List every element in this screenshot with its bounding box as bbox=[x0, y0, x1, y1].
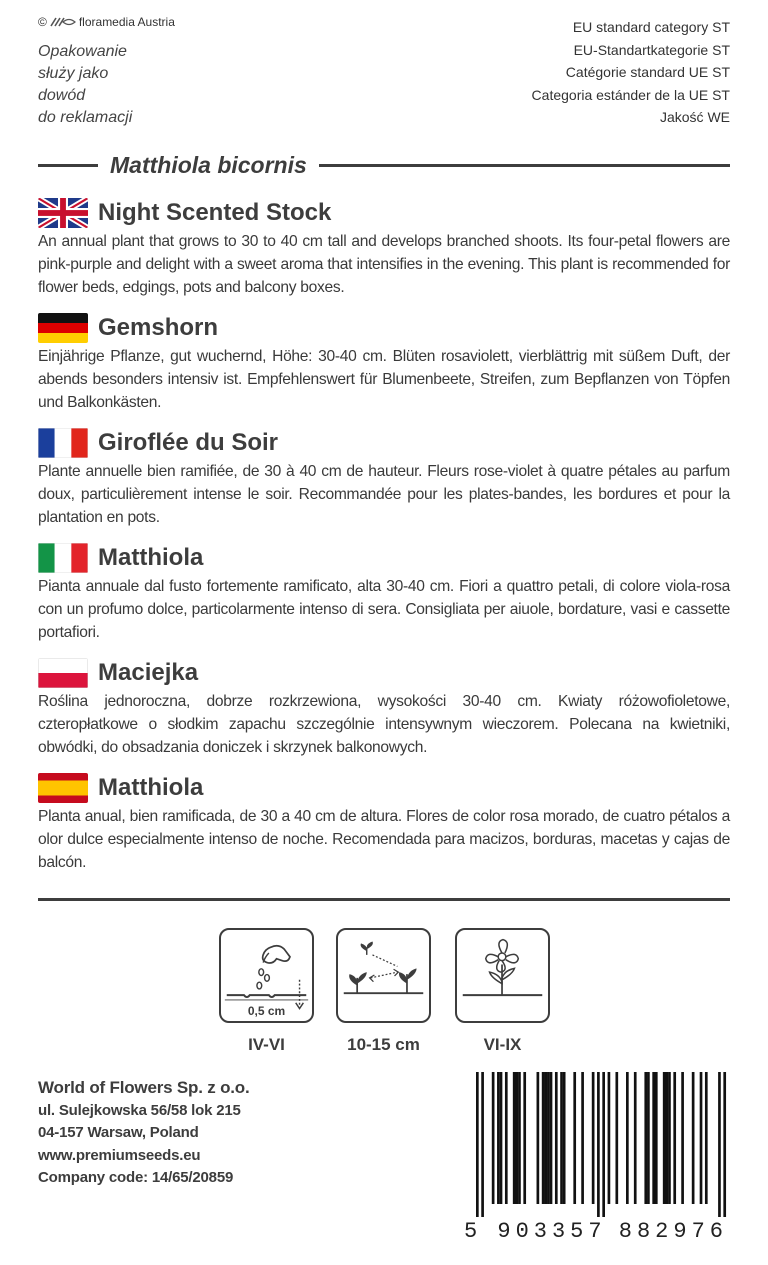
barcode-bar bbox=[497, 1072, 500, 1204]
section-title: Giroflée du Soir bbox=[98, 429, 279, 456]
barcode-bar bbox=[718, 1072, 721, 1217]
barcode-bar bbox=[547, 1072, 550, 1204]
section-title: Matthiola bbox=[98, 544, 204, 571]
barcode-number bbox=[462, 1219, 730, 1244]
barcode-bar bbox=[481, 1072, 484, 1217]
plant-spacing-label: 10-15 cm bbox=[347, 1035, 420, 1054]
section-divider bbox=[38, 898, 730, 901]
section-title: Gemshorn bbox=[98, 314, 219, 341]
complaint-notice-line: służy jako bbox=[38, 65, 109, 82]
barcode-bar bbox=[542, 1072, 545, 1204]
company-website: www.premiumseeds.eu bbox=[38, 1146, 201, 1164]
barcode-left-group: 903357 bbox=[497, 1219, 607, 1244]
barcode-bar bbox=[723, 1072, 726, 1217]
barcode-bar bbox=[673, 1072, 676, 1204]
section-description: Pianta annuale dal fusto fortemente ramificato, alta 30-40 cm. Fiori a quattro petali, di colore viola-rosa con un profumo dolce, particolarmente intenso di sera. Consigliata per aiuole, bordature, vasi e cassette portafiori. bbox=[38, 578, 730, 641]
complaint-notice-line: do reklamacji bbox=[38, 109, 133, 126]
section-english bbox=[38, 196, 730, 299]
species-name: Matthiola bicornis bbox=[110, 151, 307, 178]
section-title: Night Scented Stock bbox=[98, 199, 332, 226]
barcode-bar bbox=[492, 1072, 495, 1204]
barcode-bar bbox=[647, 1072, 650, 1204]
spain-flag-icon bbox=[38, 773, 88, 803]
barcode-bar bbox=[563, 1072, 566, 1204]
barcode-bar bbox=[644, 1072, 647, 1204]
germany-flag-icon bbox=[38, 313, 88, 343]
barcode-bar bbox=[518, 1072, 521, 1204]
eu-category-line: Jakość WE bbox=[659, 109, 730, 125]
section-description: Einjährige Pflanze, gut wuchernd, Höhe: 30-40 cm. Blüten rosaviolett, vierblättrig mit süßem Duft, der abends besonders intensiv ist. Empfehlenswert für Blumenbeete, Streifen, zum Bepflanzen von Töpfen und Balkonkästen. bbox=[38, 348, 730, 411]
plant-spacing-icon bbox=[336, 928, 431, 1023]
eu-category-line: Categoria estánder de la UE ST bbox=[531, 86, 730, 103]
section-german bbox=[38, 311, 730, 414]
barcode-bar bbox=[602, 1072, 605, 1217]
company-name: World of Flowers Sp. z o.o. bbox=[38, 1078, 250, 1097]
barcode-bar bbox=[615, 1072, 618, 1204]
heading-rule-right bbox=[319, 164, 730, 167]
barcode-bar bbox=[550, 1072, 553, 1204]
barcode-bar bbox=[560, 1072, 563, 1204]
ean-barcode bbox=[462, 1072, 730, 1242]
barcode-bar bbox=[700, 1072, 703, 1204]
barcode-bar bbox=[597, 1072, 600, 1217]
company-street: ul. Sulejkowska 56/58 lok 215 bbox=[38, 1101, 241, 1119]
flowering-period-label: VI-IX bbox=[483, 1035, 522, 1054]
barcode-bar bbox=[681, 1072, 684, 1204]
floramedia-logo-icon bbox=[50, 17, 76, 27]
barcode-bar bbox=[608, 1072, 611, 1204]
section-title: Maciejka bbox=[98, 659, 199, 686]
complaint-notice bbox=[38, 41, 132, 129]
eu-category-block bbox=[532, 16, 730, 129]
sowing-depth-value: 0,5 cm bbox=[247, 1004, 286, 1018]
copyright-line bbox=[38, 15, 175, 29]
heading-rule-left bbox=[38, 164, 98, 167]
section-description: Planta anual, bien ramificada, de 30 a 40 cm de altura. Flores de color rosa morado, de cuatro pétalos a olor dulce especialmente intenso de noche. Recomendada para macizos, borduras, macetas y cajas de balcón. bbox=[38, 808, 730, 871]
company-info bbox=[38, 1077, 250, 1190]
barcode-bar bbox=[500, 1072, 503, 1204]
eu-category-line: EU standard category ST bbox=[572, 19, 730, 35]
barcode-bar bbox=[663, 1072, 666, 1204]
section-description: Plante annuelle bien ramifiée, de 30 à 40 cm de hauteur. Fleurs rose-violet à quatre pétales au parfum doux, particulièrement intense le soir. Recommandée pour les plates-bandes, les bordures et pour la plantation en pots. bbox=[38, 463, 730, 526]
complaint-notice-line: dowód bbox=[38, 87, 86, 104]
barcode-bar bbox=[705, 1072, 708, 1204]
section-description: Roślina jednoroczna, dobrze rozkrzewiona, wysokości 30-40 cm. Kwiaty różowofioletowe, czteropłatkowe o słodkim zapachu szczególnie intensywnym wieczorem. Polecana na kwietniki, obwódki, do obsadzania doniczek i skrzynek balkonowych. bbox=[38, 693, 730, 756]
brand-name: floramedia Austria bbox=[78, 15, 175, 29]
eu-category-line: EU-Standartkategorie ST bbox=[573, 41, 730, 58]
section-polish bbox=[38, 656, 730, 759]
eu-category-line: Catégorie standard UE ST bbox=[565, 64, 730, 80]
barcode-bar bbox=[665, 1072, 668, 1204]
company-city: 04-157 Warsaw, Poland bbox=[38, 1124, 199, 1141]
barcode-bar bbox=[505, 1072, 508, 1204]
barcode-bar bbox=[537, 1072, 540, 1204]
section-spanish bbox=[38, 771, 730, 874]
barcode-bar bbox=[523, 1072, 526, 1204]
barcode-bar bbox=[626, 1072, 629, 1204]
species-heading bbox=[38, 148, 730, 182]
barcode-bar bbox=[515, 1072, 518, 1204]
barcode-bar bbox=[652, 1072, 655, 1204]
barcode-bar bbox=[555, 1072, 558, 1204]
barcode-bar bbox=[513, 1072, 516, 1204]
barcode-bar bbox=[655, 1072, 658, 1204]
italy-flag-icon bbox=[38, 543, 88, 573]
section-italian bbox=[38, 541, 730, 644]
section-french bbox=[38, 426, 730, 529]
barcode-bar bbox=[592, 1072, 595, 1204]
barcode-bar bbox=[634, 1072, 637, 1204]
barcode-bars bbox=[462, 1072, 730, 1217]
complaint-notice-line: Opakowanie bbox=[38, 43, 127, 60]
barcode-first-digit: 5 bbox=[464, 1219, 478, 1244]
poland-flag-icon bbox=[38, 658, 88, 688]
company-code: Company code: 14/65/20859 bbox=[38, 1169, 234, 1186]
barcode-right-group: 882976 bbox=[618, 1219, 728, 1244]
flowering-icon bbox=[455, 928, 550, 1023]
france-flag-icon bbox=[38, 428, 88, 458]
section-title: Matthiola bbox=[98, 774, 204, 801]
barcode-bar bbox=[581, 1072, 584, 1204]
barcode-bar bbox=[692, 1072, 695, 1204]
barcode-bar bbox=[476, 1072, 479, 1217]
barcode-bar bbox=[573, 1072, 576, 1204]
uk-flag-icon bbox=[38, 198, 88, 228]
copyright-symbol: © bbox=[38, 15, 47, 29]
barcode-bar bbox=[668, 1072, 671, 1204]
sowing-period-label: IV-VI bbox=[248, 1035, 285, 1054]
barcode-bar bbox=[544, 1072, 547, 1204]
section-description: An annual plant that grows to 30 to 40 cm tall and develops branched shoots. Its four-petal flowers are pink-purple and delight with a sweet aroma that intensifies in the evening. This plant is recommended for flower beds, edgings, pots and balcony boxes. bbox=[38, 233, 730, 296]
